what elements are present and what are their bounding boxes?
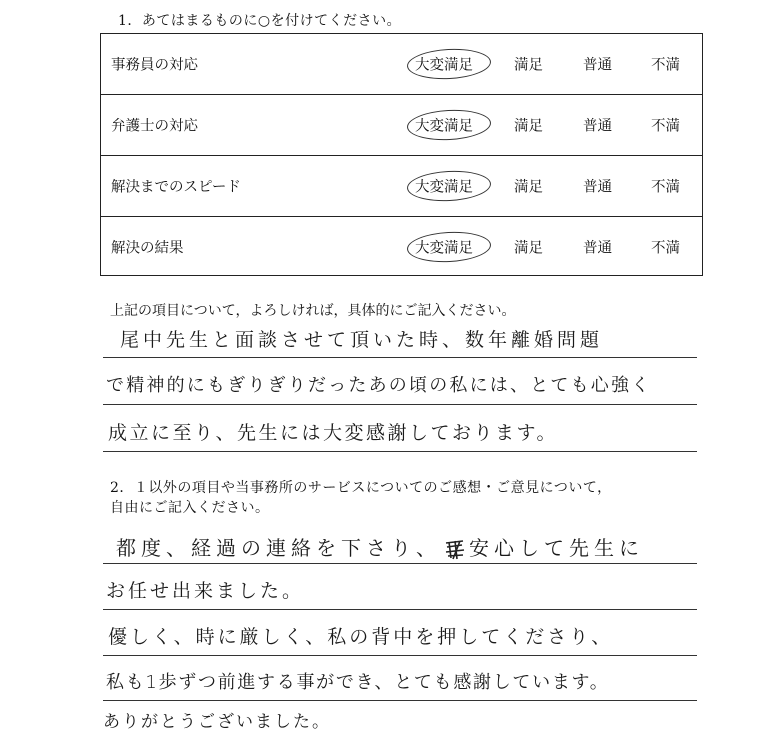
scribbled-out-mark xyxy=(443,538,467,562)
writing-line xyxy=(103,563,697,564)
writing-line xyxy=(103,451,697,452)
writing-line xyxy=(103,655,697,656)
handwritten-line: で精神的にもぎりぎりだったあの頃の私には、とても心強く xyxy=(106,375,652,396)
handwritten-segment: 都度、経過の連絡を下さり、 xyxy=(116,536,441,560)
option-very-satisfied[interactable]: 大変満足 xyxy=(415,179,473,196)
option-satisfied[interactable]: 満足 xyxy=(514,240,543,257)
handwritten-segment: 安心して先生に xyxy=(469,536,644,560)
comment-instruction: 上記の項目について，よろしければ，具体的にご記入ください。 xyxy=(110,303,516,319)
question-2-title-line: 2．１以外の項目や当事務所のサービスについてのご感想・ご意見について， xyxy=(110,480,612,496)
question-1-title: 1．あてはまるものに○を付けてください。 xyxy=(118,13,402,29)
row-label: 解決までのスピード xyxy=(111,179,241,196)
option-neutral[interactable]: 普通 xyxy=(583,57,612,74)
writing-line xyxy=(103,357,697,358)
row-label: 解決の結果 xyxy=(111,240,184,257)
option-neutral[interactable]: 普通 xyxy=(583,179,612,196)
table-row xyxy=(101,216,702,277)
row-label: 事務員の対応 xyxy=(111,57,198,74)
option-dissatisfied[interactable]: 不満 xyxy=(651,179,680,196)
row-label: 弁護士の対応 xyxy=(111,118,198,135)
handwritten-line: ありがとうございました。 xyxy=(103,712,331,732)
handwritten-line: 尾中先生と面談させて頂いた時、数年離婚問題 xyxy=(120,329,604,351)
option-neutral[interactable]: 普通 xyxy=(583,240,612,257)
option-dissatisfied[interactable]: 不満 xyxy=(651,240,680,257)
option-satisfied[interactable]: 満足 xyxy=(514,57,543,74)
handwritten-line: 成立に至り、先生には大変感謝しております。 xyxy=(108,422,558,444)
writing-line xyxy=(103,700,697,701)
table-row xyxy=(101,155,702,216)
option-satisfied[interactable]: 満足 xyxy=(514,179,543,196)
option-dissatisfied[interactable]: 不満 xyxy=(651,57,680,74)
option-satisfied[interactable]: 満足 xyxy=(514,118,543,135)
question-2-title xyxy=(110,478,612,518)
handwritten-line: 私も1歩ずつ前進する事ができ、とても感謝しています。 xyxy=(106,672,610,693)
handwritten-line: お任せ出来ました。 xyxy=(106,580,305,602)
writing-line xyxy=(103,404,697,405)
handwritten-line xyxy=(116,532,644,562)
table-row xyxy=(101,34,702,94)
option-very-satisfied[interactable]: 大変満足 xyxy=(415,240,473,257)
writing-line xyxy=(103,609,697,610)
option-neutral[interactable]: 普通 xyxy=(583,118,612,135)
question-2-title-line: 自由にご記入ください。 xyxy=(110,500,270,516)
table-row xyxy=(101,94,702,155)
handwritten-line: 優しく、時に厳しく、私の背中を押してくださり、 xyxy=(108,626,614,648)
option-very-satisfied[interactable]: 大変満足 xyxy=(415,57,473,74)
option-dissatisfied[interactable]: 不満 xyxy=(651,118,680,135)
satisfaction-table xyxy=(100,33,703,276)
option-very-satisfied[interactable]: 大変満足 xyxy=(415,118,473,135)
